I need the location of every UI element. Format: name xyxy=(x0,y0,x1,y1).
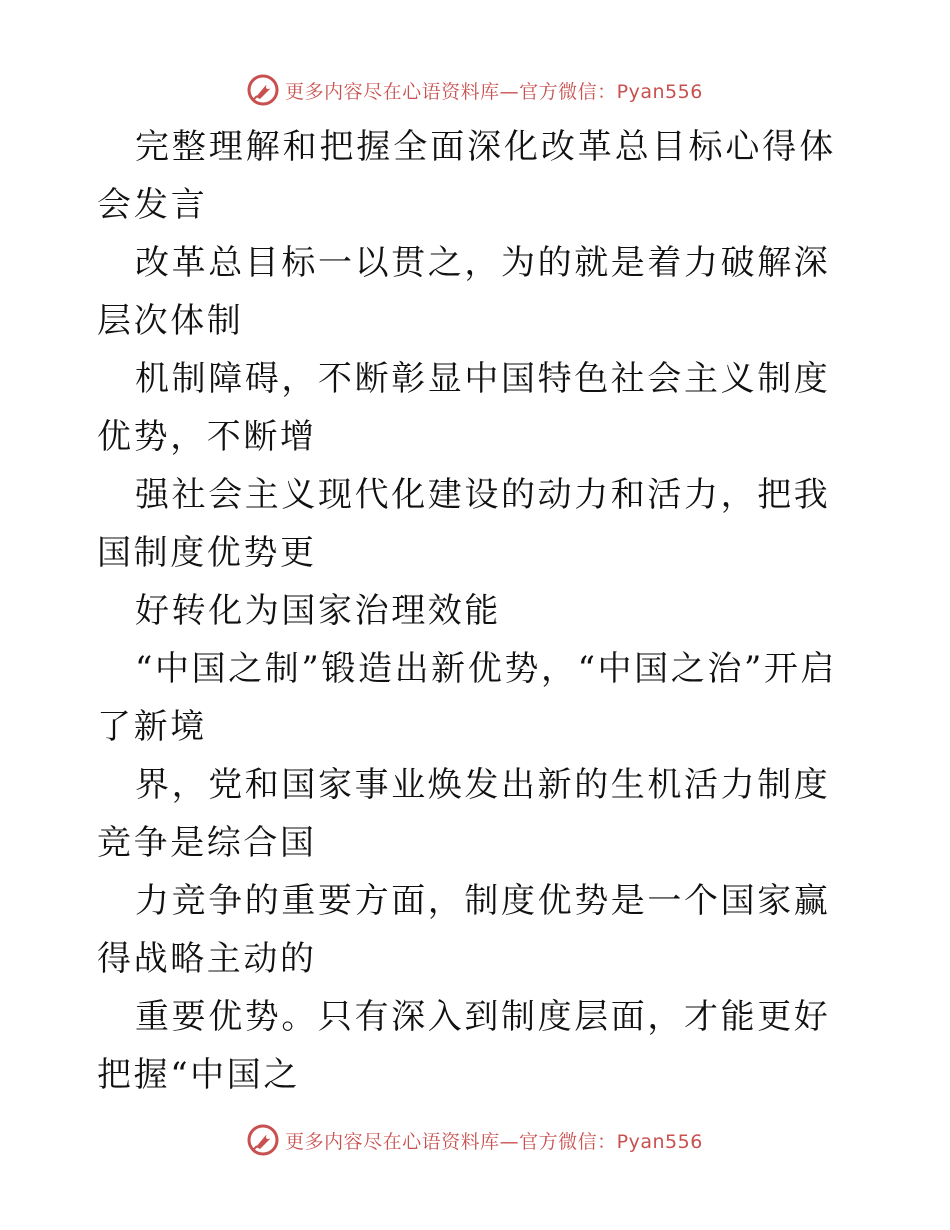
header-watermark-banner xyxy=(0,70,950,110)
footer-watermark-text: 更多内容尽在心语资料库—官方微信：Pyan556 xyxy=(285,1130,703,1153)
paragraph: 机制障碍，不断彰显中国特色社会主义制度优势，不断增 xyxy=(97,359,831,457)
paragraph: 界，党和国家事业焕发出新的生机活力制度竞争是综合国 xyxy=(97,765,831,863)
footer-watermark-banner xyxy=(0,1120,950,1160)
paragraph-title: 完整理解和把握全面深化改革总目标心得体会发言 xyxy=(97,127,837,225)
paragraph: 强社会主义现代化建设的动力和活力，把我国制度优势更 xyxy=(97,475,831,573)
header-watermark-text: 更多内容尽在心语资料库—官方微信：Pyan556 xyxy=(285,80,703,103)
document-body xyxy=(97,118,857,1104)
paragraph: 改革总目标一以贯之，为的就是着力破解深层次体制 xyxy=(97,243,831,341)
pen-nib-logo-icon xyxy=(247,74,279,106)
paragraph: 重要优势。只有深入到制度层面，才能更好把握“中国之 xyxy=(97,997,831,1095)
paragraph: 好转化为国家治理效能 xyxy=(135,591,501,631)
paragraph: “中国之制”锻造出新优势，“中国之治”开启了新境 xyxy=(97,649,838,747)
paragraph: 力竞争的重要方面，制度优势是一个国家赢得战略主动的 xyxy=(97,881,831,979)
pen-nib-logo-icon xyxy=(247,1124,279,1156)
